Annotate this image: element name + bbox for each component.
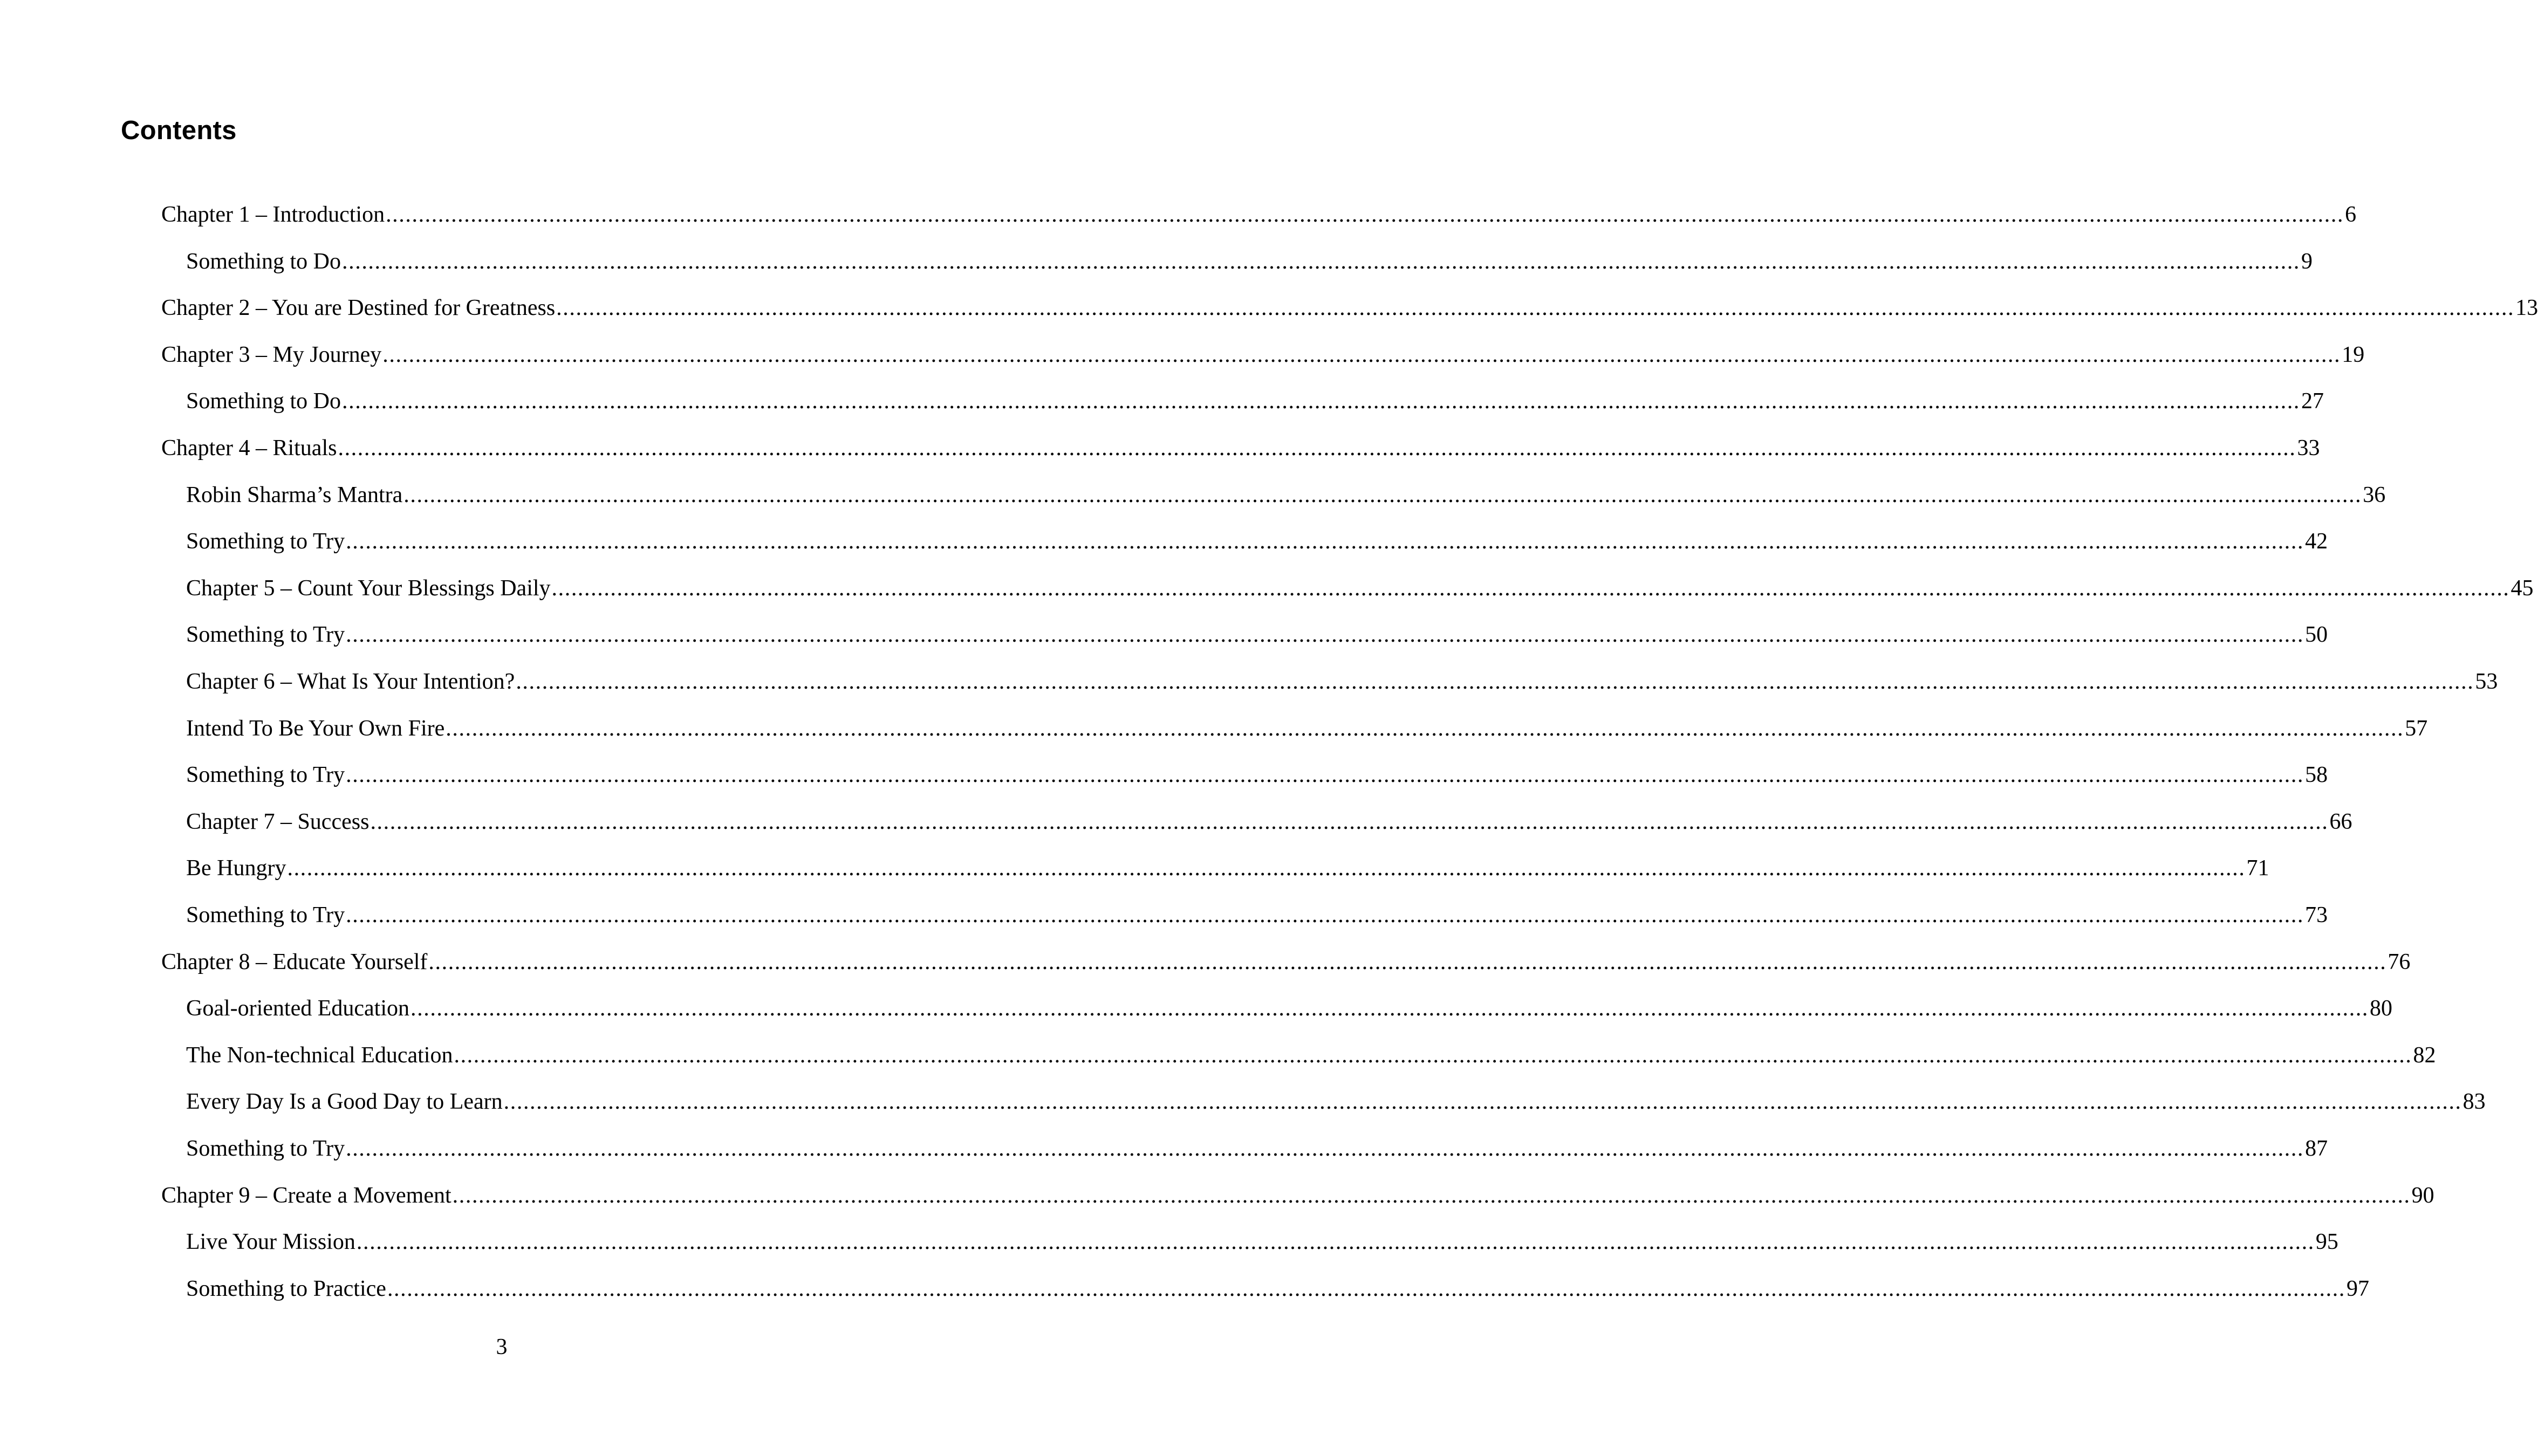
dot-leader: ............................................................................................................................................................................................................................................................................................................: [411, 996, 2369, 1021]
toc-entry: [186, 1040, 2436, 1070]
toc-entry-page-number: 66: [2329, 809, 2352, 834]
toc-entry-title: Chapter 3 – My Journey: [161, 342, 382, 367]
toc-entry-title: The Non-technical Education: [186, 1042, 453, 1068]
dot-leader: ............................................................................................................................................................................................................................................................................................................: [403, 482, 2362, 507]
toc-entry-title: Chapter 8 – Educate Yourself: [161, 949, 428, 974]
toc-entry: [186, 900, 2328, 930]
toc-entry: [186, 713, 2428, 744]
toc-entry: [186, 246, 2313, 277]
toc-entry: [161, 200, 2357, 230]
toc-entry: [186, 1087, 2486, 1117]
toc-entry: [186, 526, 2328, 557]
toc-entry-page-number: 6: [2345, 202, 2357, 227]
toc-entry-page-number: 95: [2315, 1230, 2338, 1255]
toc-entry-title: Chapter 4 – Rituals: [161, 436, 337, 461]
toc-entry: [161, 947, 2411, 977]
toc-entry-page-number: 58: [2305, 763, 2328, 788]
dot-leader: ............................................................................................................................................................................................................................................................................................................: [346, 763, 2304, 788]
toc-entry-page-number: 90: [2411, 1183, 2434, 1208]
toc-entry: [186, 573, 2534, 603]
toc-entry-title: Chapter 7 – Success: [186, 809, 370, 834]
toc-entry-page-number: 27: [2301, 389, 2324, 414]
toc-entry: [186, 807, 2352, 837]
dot-leader: ............................................................................................................................................................................................................................................................................................................: [287, 856, 2246, 881]
contents-heading: Contents: [121, 116, 237, 145]
toc-entry-title: Something to Try: [186, 1136, 345, 1161]
toc-entry-page-number: 36: [2363, 482, 2386, 507]
dot-leader: ............................................................................................................................................................................................................................................................................................................: [346, 903, 2304, 928]
toc-entry-title: Something to Try: [186, 529, 345, 554]
toc-entry-page-number: 83: [2462, 1089, 2486, 1115]
toc-entry: [186, 1227, 2338, 1257]
toc-entry-title: Robin Sharma’s Mantra: [186, 482, 403, 507]
toc-entry-title: Something to Try: [186, 903, 345, 928]
dot-leader: ............................................................................................................................................................................................................................................................................................................: [516, 669, 2474, 694]
toc-entry: [186, 1134, 2328, 1164]
toc-entry-page-number: 45: [2510, 575, 2534, 601]
toc-entry-page-number: 50: [2305, 622, 2328, 648]
toc-entry-page-number: 57: [2405, 716, 2428, 741]
toc-entry-title: Be Hungry: [186, 856, 286, 881]
dot-leader: ............................................................................................................................................................................................................................................................................................................: [452, 1183, 2411, 1208]
toc-entry-page-number: 76: [2388, 949, 2411, 974]
toc-entry-title: Chapter 5 – Count Your Blessings Daily: [186, 575, 551, 601]
toc-entry: [161, 1180, 2434, 1211]
toc-entry-title: Something to Try: [186, 763, 345, 788]
dot-leader: ............................................................................................................................................................................................................................................................................................................: [454, 1042, 2412, 1068]
toc-entry-title: Something to Do: [186, 389, 341, 414]
toc-entry-title: Live Your Mission: [186, 1230, 355, 1255]
toc-entry-page-number: 42: [2305, 529, 2328, 554]
toc-entry: [161, 340, 2365, 370]
toc-entry: [186, 386, 2324, 416]
toc-entry: [186, 480, 2386, 510]
toc-entry-title: Chapter 9 – Create a Movement: [161, 1183, 451, 1208]
dot-leader: ............................................................................................................................................................................................................................................................................................................: [446, 716, 2404, 741]
toc-entry-title: Every Day Is a Good Day to Learn: [186, 1089, 503, 1115]
toc-entry: [186, 760, 2328, 790]
dot-leader: ............................................................................................................................................................................................................................................................................................................: [428, 949, 2387, 974]
dot-leader: ............................................................................................................................................................................................................................................................................................................: [387, 1276, 2345, 1301]
dot-leader: ............................................................................................................................................................................................................................................................................................................: [382, 342, 2341, 367]
dot-leader: ............................................................................................................................................................................................................................................................................................................: [342, 249, 2301, 274]
toc-entry-page-number: 33: [2297, 436, 2320, 461]
toc-entry: [186, 620, 2328, 650]
toc-entry-title: Chapter 6 – What Is Your Intention?: [186, 669, 515, 694]
toc-entry: [186, 853, 2269, 883]
toc-entry-title: Something to Practice: [186, 1276, 386, 1301]
toc-entry-page-number: 13: [2515, 296, 2538, 321]
toc-entry-page-number: 19: [2342, 342, 2365, 367]
dot-leader: ............................................................................................................................................................................................................................................................................................................: [556, 296, 2515, 321]
toc-entry-title: Intend To Be Your Own Fire: [186, 716, 445, 741]
toc-entry-title: Chapter 2 – You are Destined for Greatness: [161, 296, 556, 321]
dot-leader: ............................................................................................................................................................................................................................................................................................................: [346, 529, 2304, 554]
toc-entry: [186, 1274, 2369, 1304]
toc-entry-page-number: 82: [2413, 1042, 2436, 1068]
toc-entry-title: Something to Do: [186, 249, 341, 274]
dot-leader: ............................................................................................................................................................................................................................................................................................................: [346, 1136, 2304, 1161]
dot-leader: ............................................................................................................................................................................................................................................................................................................: [346, 622, 2304, 648]
toc-entry-page-number: 73: [2305, 903, 2328, 928]
toc-entry: [186, 993, 2393, 1024]
page-number: 3: [496, 1335, 508, 1359]
toc-entry-title: Chapter 1 – Introduction: [161, 202, 385, 227]
dot-leader: ............................................................................................................................................................................................................................................................................................................: [551, 575, 2510, 601]
toc-entry-page-number: 97: [2346, 1276, 2369, 1301]
toc-entry-page-number: 53: [2475, 669, 2498, 694]
toc-entry: [161, 433, 2320, 463]
toc-entry-page-number: 9: [2301, 249, 2313, 274]
dot-leader: ............................................................................................................................................................................................................................................................................................................: [338, 436, 2296, 461]
toc-entry-title: Goal-oriented Education: [186, 996, 410, 1021]
toc-entry-page-number: 71: [2246, 856, 2269, 881]
toc-entry: [186, 667, 2498, 697]
toc-entry-title: Something to Try: [186, 622, 345, 648]
toc-entry-page-number: 80: [2370, 996, 2393, 1021]
dot-leader: ............................................................................................................................................................................................................................................................................................................: [342, 389, 2301, 414]
toc-entry: [161, 293, 2538, 323]
toc-entry-page-number: 87: [2305, 1136, 2328, 1161]
dot-leader: ............................................................................................................................................................................................................................................................................................................: [386, 202, 2344, 227]
dot-leader: ............................................................................................................................................................................................................................................................................................................: [503, 1089, 2462, 1115]
dot-leader: ............................................................................................................................................................................................................................................................................................................: [370, 809, 2329, 834]
dot-leader: ............................................................................................................................................................................................................................................................................................................: [356, 1230, 2315, 1255]
